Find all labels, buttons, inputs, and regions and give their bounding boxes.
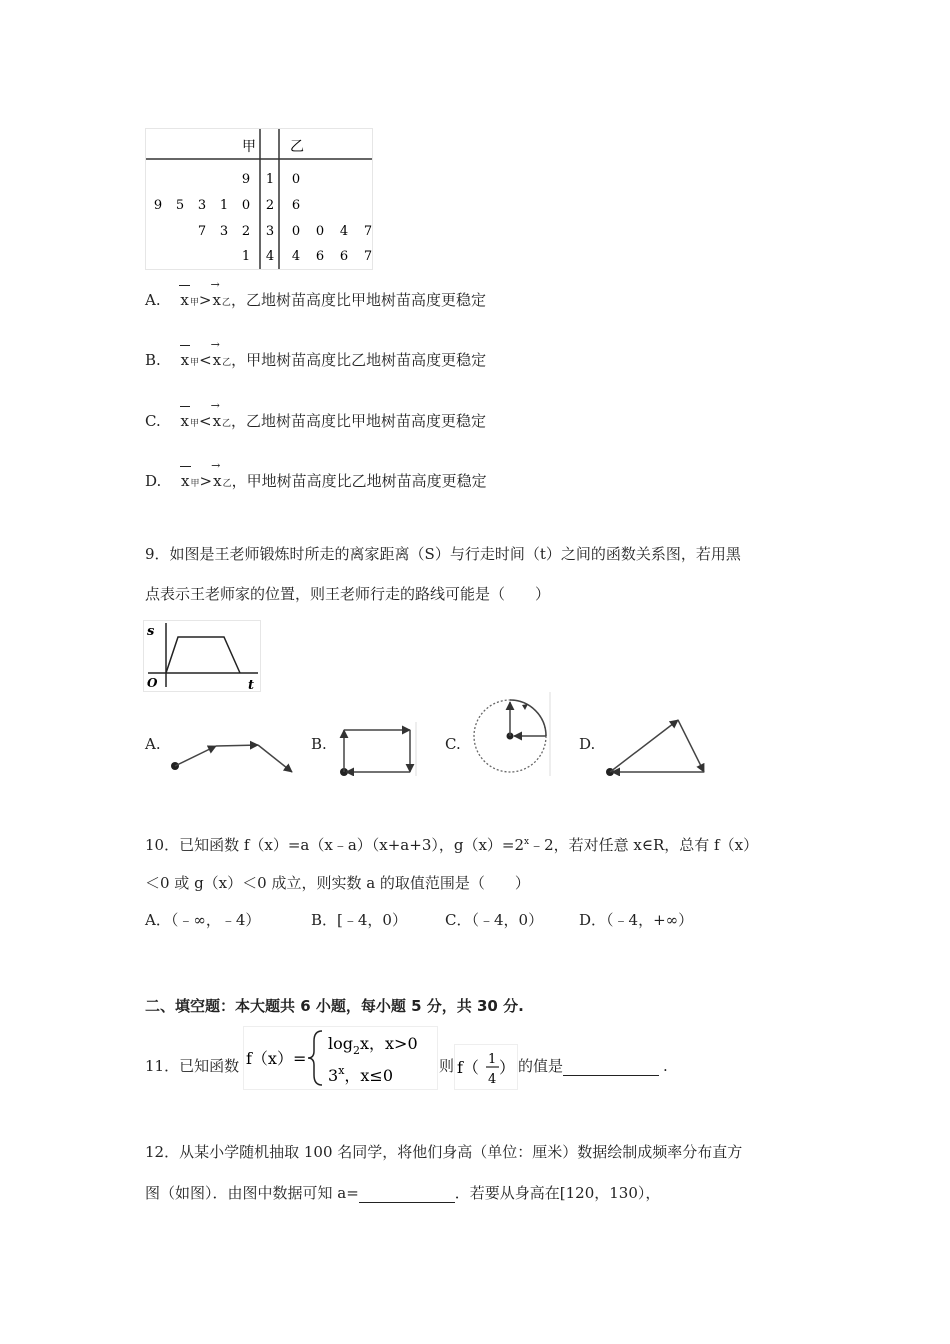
leaf-right: 4 [291,249,301,264]
q9-option-c-label: C. [445,735,461,753]
q11-answer-blank[interactable] [563,1059,659,1076]
leaf-right: 7 [363,224,372,239]
stem-leaf-svg [146,129,372,269]
x-bar-jia: x [180,291,189,309]
q9-route-d [602,712,708,780]
q12-line-1: 12．从某小学随机抽取 100 名同学，将他们身高（单位：厘米）数据绘制成频率分布直方 [145,1143,743,1161]
t-axis-label: t [248,678,255,691]
leaf-left: 9 [241,172,251,187]
leaf-left: 3 [219,224,229,239]
q11-suffix: 的值是 . [518,1057,668,1075]
q9-route-a [166,712,294,778]
leaf-right: 6 [291,198,301,213]
q9-route-b [336,722,418,780]
leaf-right: 7 [363,249,372,264]
svg-text:f（x）=: f（x）= [246,1049,307,1068]
q8-option-b: B. x甲<→ x乙，甲地树苗高度比乙地树苗高度更稳定 [145,350,486,373]
q10-option-d: D．（﹣4，+∞） [579,911,694,929]
section-2-heading: 二、填空题：本大题共 6 小题，每小题 5 分，共 30 分. [145,997,524,1015]
q12-answer-blank[interactable] [359,1186,455,1203]
q12-line-2: 图（如图）．由图中数据可知 a= ．若要从身高在[120，130）， [145,1184,661,1202]
q10-option-c: C．（﹣4，0） [445,911,544,929]
q10-option-b: B．[﹣4，0） [311,911,407,929]
q11-prefix: 11．已知函数 [145,1057,240,1075]
q8-option-d: D. x甲>→ x乙，甲地树苗高度比乙地树苗高度更稳定 [145,471,487,494]
leaf-right: 4 [339,224,349,239]
stem: 2 [265,198,275,213]
leaf-left: 2 [241,224,251,239]
header-right: 乙 [290,139,304,155]
stem-leaf-rows [154,172,372,264]
stem: 4 [265,249,275,264]
leaf-left: 7 [197,224,207,239]
svg-text:f（: f（ [457,1058,479,1077]
q9-route-c [468,692,552,780]
leaf-left: 0 [241,198,251,213]
stem: 1 [265,172,275,187]
leaf-right: 0 [291,172,301,187]
leaf-right: 0 [291,224,301,239]
stem-leaf-figure [145,128,373,270]
q10-option-a: A．（﹣∞，﹣4） [145,911,261,929]
q8-option-a: A. x甲>→ x乙，乙地树苗高度比甲地树苗高度更稳定 [145,290,486,313]
q9-line-2: 点表示王老师家的位置，则王老师行走的路线可能是（ ） [145,585,551,603]
leaf-left: 5 [175,198,185,213]
leaf-right: 6 [339,249,349,264]
q9-option-b-label: B. [311,735,327,753]
svg-text:3x，x≤0: 3$^x$，x≤0 [328,1064,394,1085]
x-vec-yi: → x [211,290,221,310]
svg-text:1: 1 [488,1052,497,1067]
leaf-right: 6 [315,249,325,264]
origin-label: O [147,676,158,690]
stem: 3 [265,224,275,239]
leaf-left: 9 [153,198,163,213]
q10-line-1: 10．已知函数 f（x）=a（x﹣a）（x+a+3），$g(x)=2^x﹣2$，若对任意 x∈R，总有 f（x） [145,836,759,854]
leaf-left: 1 [219,198,229,213]
q9-distance-time-graph [143,620,261,692]
svg-text:log2x，x>0: $\log_2x$，x>0 [328,1034,418,1057]
q8-option-c: C. x甲<→ x乙，乙地树苗高度比甲地树苗高度更稳定 [145,411,486,434]
q9-option-d-label: D. [579,735,596,753]
leaf-left: 3 [197,198,207,213]
q9-option-a-label: A. [145,735,161,753]
svg-text:）: ） [499,1058,516,1077]
leaf-left: 1 [241,249,251,264]
header-left: 甲 [242,139,256,155]
q11-piecewise-function [243,1026,438,1090]
q11-middle: 则 [439,1057,455,1075]
q11-f-quarter [454,1044,518,1090]
q9-line-1: 9．如图是王老师锻炼时所走的离家距离（S）与行走时间（t）之间的函数关系图，若用黑 [145,545,741,563]
leaf-right: 0 [315,224,325,239]
q10-line-2: ＜0 或 g（x）＜0 成立，则实数 a 的取值范围是（ ） [145,874,530,892]
s-axis-label: s [147,624,155,639]
svg-text:4: 4 [488,1072,497,1087]
